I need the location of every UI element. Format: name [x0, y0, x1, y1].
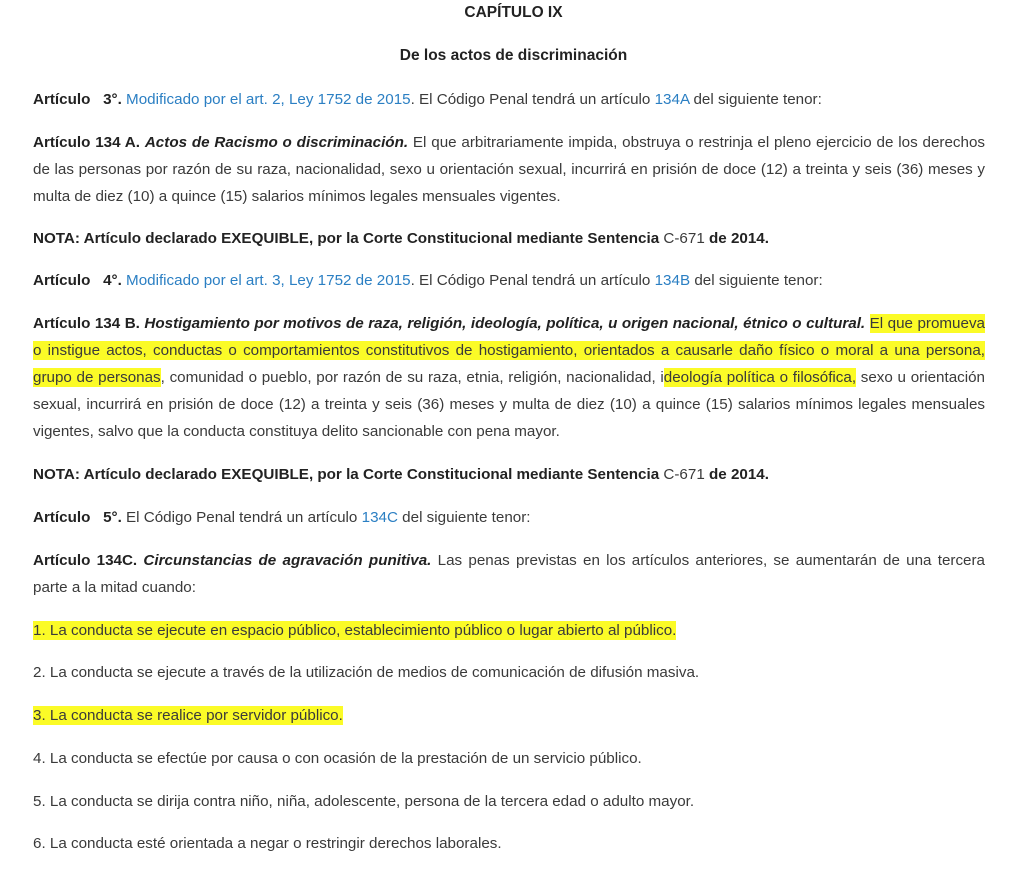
article-134a-paragraph [33, 129, 985, 210]
note-1-text: NOTA: Artículo declarado EXEQUIBLE, por la Corte Constitucional mediante Sentencia [33, 230, 660, 247]
list-item-1 [33, 619, 985, 643]
note-2-ref: C-671 [663, 466, 705, 483]
article-5-number: 5°. [103, 509, 122, 526]
list-item-1-text: 1. La conducta se ejecute en espacio público, establecimiento público o lugar abierto al público. [33, 622, 677, 639]
list-item-3-text: 3. La conducta se realice por servidor público. [33, 707, 343, 724]
article-4-paragraph [33, 267, 985, 294]
article-3-number: 3°. [103, 91, 122, 108]
article-3-paragraph [33, 86, 985, 113]
article-134c-body: Las penas previstas en los artículos anteriores, se aumentarán de una tercera parte a la mitad cuando: [33, 552, 985, 596]
article-5-paragraph [33, 504, 985, 531]
list-item-5-text: 5. La conducta se dirija contra niño, niña, adolescente, persona de la tercera edad o adulto mayor. [33, 793, 695, 810]
list-item-6-text: 6. La conducta esté orientada a negar o restringir derechos laborales. [33, 835, 502, 852]
list-item-2-text: 2. La conducta se ejecute a través de la utilización de medios de comunicación de difusión masiva. [33, 664, 700, 681]
article-134b-link[interactable]: 134B [654, 272, 691, 289]
article-4-number: 4°. [103, 272, 122, 289]
article-5-tail: del siguiente tenor: [402, 509, 531, 526]
article-134c-head: Artículo 134C. [33, 552, 138, 569]
list-item-6 [33, 832, 985, 856]
article-4-tail: del siguiente tenor: [694, 272, 823, 289]
article-134a-body: El que arbitrariamente impida, obstruya o restrinja el pleno ejercicio de los derechos de las personas por razón de su raza, nacionalidad, sexo u orientación sexual, incurrirá en prisión de doce (12) a treinta y seis (36) meses y multa de diez (10) a quince (15) salarios mínimos legales mensuales vigentes. [33, 134, 985, 205]
article-134b-title: Hostigamiento por motivos de raza, religión, ideología, política, u origen nacional, étnico o cultural. [144, 315, 866, 332]
article-134b-highlight-2: deología política o filosófica, [663, 369, 857, 386]
article-134b-head: Artículo 134 B. [33, 315, 140, 332]
article-5-label: Artículo [33, 509, 91, 526]
article-4-label: Artículo [33, 272, 91, 289]
article-134c-paragraph [33, 547, 985, 601]
article-3-tail: del siguiente tenor: [693, 91, 822, 108]
article-134b-middle: , comunidad o pueblo, por razón de su raza, etnia, religión, nacionalidad, i [160, 369, 664, 386]
article-134c-title: Circunstancias de agravación punitiva. [143, 552, 432, 569]
list-item-4-text: 4. La conducta se efectúe por causa o con ocasión de la prestación de un servicio público. [33, 750, 642, 767]
article-4-text: . El Código Penal tendrá un artículo [410, 272, 651, 289]
list-item-3 [33, 704, 985, 728]
article-3-modified-link[interactable]: Modificado por el art. 2, Ley 1752 de 2015 [126, 91, 411, 108]
article-4-modified-link[interactable]: Modificado por el art. 3, Ley 1752 de 2015 [126, 272, 411, 289]
article-134b-highlight-1: El que promueva o instigue actos, conductas o comportamientos constitutivos de hostigamiento, orientados a causarle daño físico o moral a una persona, grupo de personas [33, 315, 985, 386]
note-1-year: de 2014. [709, 230, 769, 247]
note-1-paragraph [33, 225, 985, 252]
article-3-label: Artículo [33, 91, 91, 108]
chapter-title: CAPÍTULO IX [464, 4, 563, 21]
article-134b-tail: sexo u orientación sexual, incurrirá en prisión de doce (12) a treinta y seis (36) meses y multa de diez (10) a quince (15) salarios mínimos legales mensuales vigentes, salvo que la conducta constituya delito sancionable con pena mayor. [33, 369, 986, 440]
article-134a-title: Actos de Racismo o discriminación. [144, 134, 409, 151]
list-item-4 [33, 747, 985, 771]
article-134b-paragraph [33, 310, 985, 445]
article-134a-head: Artículo 134 A. [33, 134, 140, 151]
note-2-year: de 2014. [709, 466, 769, 483]
article-5-text: El Código Penal tendrá un artículo [126, 509, 358, 526]
article-134c-link[interactable]: 134C [361, 509, 398, 526]
note-2-text: NOTA: Artículo declarado EXEQUIBLE, por la Corte Constitucional mediante Sentencia [33, 466, 660, 483]
chapter-subtitle: De los actos de discriminación [399, 47, 628, 64]
article-134a-link[interactable]: 134A [654, 91, 690, 108]
article-3-text: . El Código Penal tendrá un artículo [410, 91, 651, 108]
note-1-ref: C-671 [663, 230, 705, 247]
list-item-2 [33, 661, 985, 685]
list-item-5 [33, 790, 985, 814]
note-2-paragraph [33, 461, 985, 488]
